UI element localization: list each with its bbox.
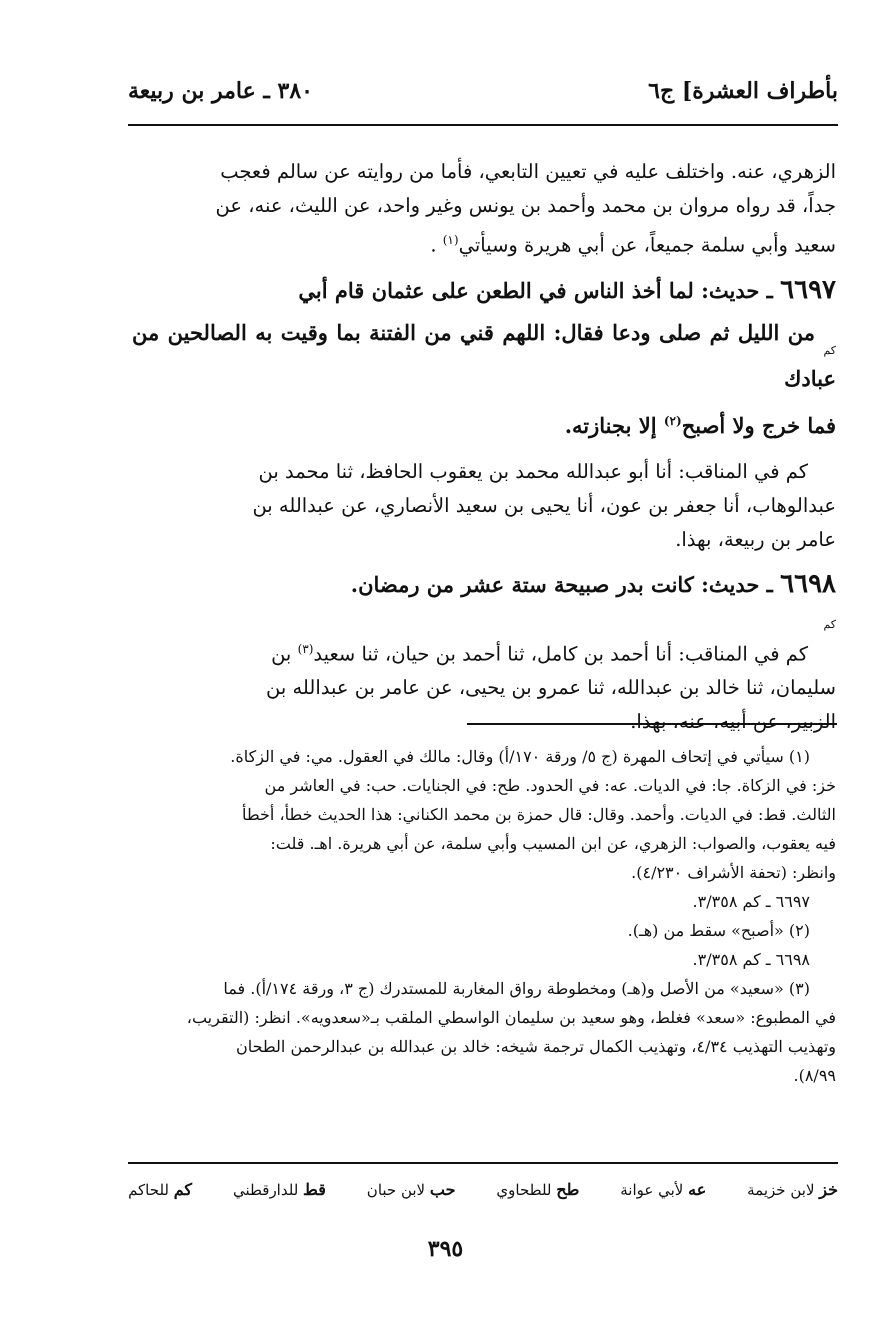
section-title: ٣٨٠ ـ عامر بن ربيعة bbox=[128, 78, 313, 104]
footnote-ref: (١) bbox=[442, 233, 459, 247]
footnote-ref-6698: ٦٦٩٨ ـ كم ٣/٣٥٨. bbox=[692, 950, 810, 969]
text-line: سليمان، ثنا خالد بن عبدالله، ثنا عمرو بن يحيى، عن عامر بن عبدالله بن bbox=[266, 676, 836, 699]
text-line: بن bbox=[271, 642, 292, 665]
footnote-2: (٢) «أصبح» سقط من (هـ). bbox=[627, 921, 810, 940]
legend-item bbox=[128, 1180, 192, 1199]
legend-item bbox=[496, 1180, 579, 1199]
legend-abbr: عه bbox=[688, 1180, 707, 1199]
legend-item bbox=[747, 1180, 838, 1199]
legend-item bbox=[620, 1180, 706, 1199]
legend-name: للدارقطني bbox=[232, 1181, 299, 1199]
text-line: جداً، قد رواه مروان بن محمد وأحمد بن يونس وغير واحد، عن الليث، عنه، عن bbox=[215, 194, 836, 217]
footnote-rule bbox=[467, 723, 837, 725]
text-line: سعيد وأبي سلمة جميعاً، عن أبي هريرة وسيأتي bbox=[458, 233, 836, 257]
abbreviation-legend bbox=[128, 1180, 838, 1199]
intro-paragraph bbox=[132, 155, 836, 263]
page-number: ٣٩٥ bbox=[427, 1236, 464, 1262]
footnote-ref-6697: ٦٦٩٧ ـ كم ٣/٣٥٨. bbox=[692, 892, 810, 911]
legend-name: للطحاوي bbox=[496, 1181, 552, 1199]
legend-name: لأبي عوانة bbox=[620, 1181, 684, 1199]
hadith-text: ـ حديث: لما أخذ الناس في الطعن على عثمان قام أبي bbox=[298, 277, 773, 303]
footnote-line: (٣) «سعيد» من الأصل و(هـ) ومخطوطة رواق المغاربة للمستدرك (ج ٣، ورقة ١٧٤/أ). فما bbox=[223, 979, 810, 998]
footnote-line: الثالث. قط: في الديات. وأحمد. وقال: قال حمزة بن محمد الكناني: هذا الحديث خطأ، أخطأ bbox=[242, 805, 836, 824]
footnote-line: فيه يعقوب، والصواب: الزهري، عن ابن المسيب وأبي سلمة، عن أبي هريرة. اهـ. قلت: bbox=[270, 834, 836, 853]
legend-item bbox=[367, 1180, 456, 1199]
source-mark: كم bbox=[823, 617, 836, 631]
legend-abbr: قط bbox=[303, 1180, 326, 1199]
book-title: بأطراف العشرة] ج٦ bbox=[648, 78, 838, 104]
isnad-6697 bbox=[132, 455, 836, 557]
text-line: الزبير، عن أبيه، عنه، بهذا. bbox=[630, 710, 836, 733]
source-mark: كم bbox=[823, 343, 836, 357]
footnote-ref: (٢) bbox=[663, 413, 682, 428]
footnote-line: وانظر: (تحفة الأشراف ٤/٢٣٠). bbox=[631, 863, 836, 882]
footnotes bbox=[132, 742, 836, 1090]
hadith-number: ٦٦٩٨ bbox=[780, 568, 836, 599]
hadith-6697 bbox=[132, 269, 836, 447]
footnote-line: (١) سيأتي في إتحاف المهرة (ج ٥/ ورقة ١٧٠/أ) وقال: مالك في العقول. مي: في الزكاة. bbox=[230, 747, 810, 766]
footnote-1 bbox=[132, 742, 836, 887]
legend-name: لابن خزيمة bbox=[747, 1181, 815, 1199]
running-header bbox=[128, 72, 838, 112]
hadith-number: ٦٦٩٧ bbox=[780, 274, 836, 305]
hadith-text: فما خرج ولا أصبح bbox=[681, 412, 836, 438]
footnote-ref: (٣) bbox=[297, 641, 314, 656]
legend-name: لابن حبان bbox=[366, 1181, 426, 1199]
text-line: كم في المناقب: أنا أبو عبدالله محمد بن يعقوب الحافظ، ثنا محمد بن bbox=[258, 459, 808, 483]
legend-item bbox=[233, 1180, 326, 1199]
text-line: الزهري، عنه. واختلف عليه في تعيين التابعي، فأما من روايته عن سالم فعجب bbox=[220, 160, 836, 183]
legend-name: للحاكم bbox=[128, 1181, 169, 1199]
footnote-line: ٨/٩٩). bbox=[793, 1066, 836, 1085]
hadith-text: ـ حديث: كانت بدر صبيحة ستة عشر من رمضان. bbox=[350, 571, 773, 597]
hadith-text: إلا بجنازته. bbox=[564, 412, 657, 438]
text-line: عبدالوهاب، أنا جعفر بن عون، أنا يحيى بن سعيد الأنصاري، عن عبدالله بن bbox=[252, 493, 836, 517]
text-line: . bbox=[430, 233, 437, 257]
footnote-line: وتهذيب التهذيب ٤/٣٤، وتهذيب الكمال ترجمة شيخه: خالد بن عبدالله بن عبدالرحمن الطحان bbox=[235, 1037, 836, 1056]
footnote-3 bbox=[132, 974, 836, 1090]
text-line: عامر بن ربيعة، بهذا. bbox=[675, 527, 836, 551]
header-rule bbox=[128, 124, 838, 126]
footnote-line: خز: في الزكاة. جا: في الديات. عه: في الحدود. طح: في الجنايات. حب: في العاشر من bbox=[264, 776, 836, 795]
legend-rule bbox=[128, 1162, 838, 1164]
legend-abbr: طح bbox=[556, 1180, 580, 1199]
legend-abbr: حب bbox=[429, 1180, 456, 1199]
text-line: كم في المناقب: أنا أحمد بن كامل، ثنا أحمد بن حيان، ثنا سعيد bbox=[313, 642, 808, 665]
hadith-text: من الليل ثم صلى ودعا فقال: اللهم قني من الفتنة بما وقيت به الصالحين من عبادك bbox=[132, 319, 836, 391]
main-text bbox=[132, 155, 836, 739]
footnote-line: في المطبوع: «سعد» فغلط، وهو سعيد بن سليمان الواسطي الملقب بـ«سعدويه». انظر: (التقريب، bbox=[186, 1008, 836, 1027]
legend-abbr: كم bbox=[173, 1180, 193, 1199]
legend-abbr: خز bbox=[819, 1180, 838, 1199]
